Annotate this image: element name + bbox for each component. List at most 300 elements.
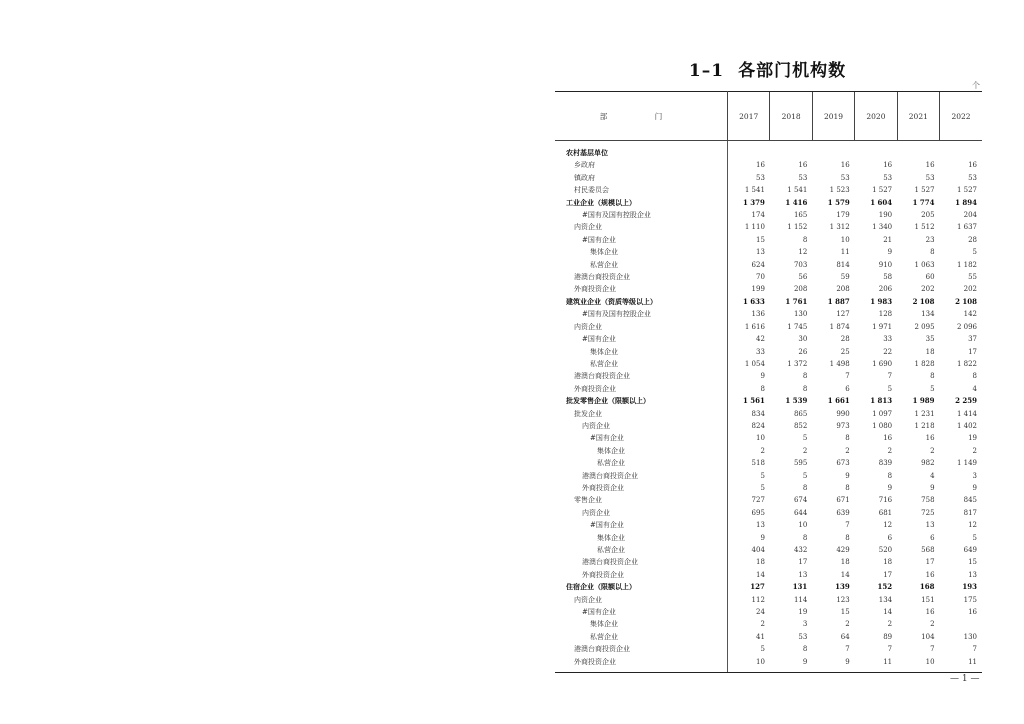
cell-value-2022: 142 (963, 310, 977, 319)
cell-value-2017: 624 (751, 260, 765, 269)
table-row (555, 532, 982, 544)
cell-value-2017: 2 (760, 620, 765, 629)
row-label: #国有企业 (555, 606, 728, 618)
cell-value-2020: 8 (887, 471, 893, 480)
cell-value-2021: 168 (919, 582, 935, 592)
cell-value-2020: 839 (878, 459, 893, 468)
header-dept: 部 门 (555, 92, 728, 141)
cell-value-2022: 204 (963, 211, 977, 220)
cell-value-2022: 130 (963, 632, 977, 641)
cell-value-2019: 1 312 (829, 223, 850, 232)
table-row (555, 333, 982, 345)
row-label: 内资企业 (555, 221, 728, 233)
cell-value-2021: 9 (930, 483, 935, 492)
cell-value-2022: 17 (968, 347, 977, 356)
cell-value-2019: 1 498 (829, 359, 850, 368)
cell-value-2020: 1 690 (872, 359, 893, 368)
row-label: 内资企业 (555, 594, 728, 606)
cell-value-2020: 9 (887, 248, 893, 257)
statistics-table (555, 91, 982, 673)
cell-value-2017: 112 (751, 595, 765, 604)
row-label: 港澳台商投资企业 (555, 271, 728, 283)
cell-value-2020: 5 (887, 384, 893, 393)
cell-value-2018 (770, 141, 812, 160)
cell-value-2018: 16 (798, 161, 808, 170)
cell-value-2017: 53 (755, 173, 765, 182)
cell-value-2018: 865 (793, 409, 808, 418)
table-row (555, 159, 982, 171)
cell-value-2018: 208 (793, 285, 808, 294)
page-title (600, 56, 935, 81)
cell-value-2019: 639 (836, 508, 850, 517)
cell-value-2019: 208 (836, 285, 850, 294)
cell-value-2017: 15 (755, 235, 765, 244)
cell-value-2017: 1 054 (744, 359, 765, 368)
table-row (555, 594, 982, 606)
row-label: #国有企业 (555, 333, 728, 345)
cell-value-2017: 518 (751, 459, 765, 468)
cell-value-2021: 16 (925, 434, 935, 443)
cell-value-2022: 13 (968, 570, 977, 579)
row-label: 村民委员会 (555, 184, 728, 196)
cell-value-2022: 37 (968, 335, 977, 344)
cell-value-2020: 22 (883, 347, 893, 356)
cell-value-2021: 1 231 (914, 409, 935, 418)
cell-value-2018: 1 541 (787, 186, 808, 195)
cell-value-2017: 42 (755, 335, 765, 344)
cell-value-2021: 1 063 (914, 260, 935, 269)
cell-value-2022: 817 (963, 508, 977, 517)
cell-value-2020: 18 (883, 558, 893, 567)
cell-value-2022: 55 (968, 273, 977, 282)
table-row (555, 420, 982, 432)
cell-value-2021: 2 (930, 446, 935, 455)
cell-value-2019: 1 523 (829, 186, 850, 195)
table-row (555, 234, 982, 246)
cell-value-2018: 644 (793, 508, 808, 517)
header-year: 2022 (940, 92, 982, 141)
cell-value-2018: 131 (792, 582, 808, 592)
cell-value-2018: 12 (798, 248, 808, 257)
cell-value-2018: 26 (798, 347, 808, 356)
cell-value-2021: 6 (930, 533, 935, 542)
cell-value-2018: 3 (802, 620, 808, 629)
table-row (555, 519, 982, 531)
cell-value-2022: 16 (968, 608, 977, 617)
cell-value-2020: 1 813 (870, 396, 893, 406)
cell-value-2021: 5 (930, 384, 935, 393)
cell-value-2017: 41 (755, 632, 765, 641)
cell-value-2021: 7 (930, 645, 935, 654)
cell-value-2021: 982 (921, 459, 935, 468)
table-row (555, 358, 982, 370)
cell-value-2022: 4 (972, 384, 977, 393)
cell-value-2017: 1 616 (744, 322, 765, 331)
cell-value-2022: 1 527 (956, 186, 977, 195)
cell-value-2022: 649 (963, 546, 977, 554)
row-label: #国有企业 (555, 432, 728, 444)
row-label: 港澳台商投资企业 (555, 643, 728, 655)
cell-value-2020: 152 (877, 582, 893, 592)
cell-value-2022: 1 182 (956, 260, 977, 269)
table-row (555, 507, 982, 519)
cell-value-2019: 64 (840, 632, 850, 641)
cell-value-2022: 53 (968, 173, 977, 182)
cell-value-2021: 1 512 (914, 223, 935, 232)
table-row (555, 395, 982, 407)
table-row (555, 618, 982, 630)
cell-value-2022: 175 (963, 595, 977, 604)
cell-value-2017: 5 (760, 471, 765, 480)
cell-value-2017: 9 (760, 533, 765, 542)
cell-value-2019: 429 (836, 546, 850, 554)
row-label: 外商投资企业 (555, 656, 728, 673)
table-row (555, 346, 982, 358)
row-label: 内资企业 (555, 507, 728, 519)
cell-value-2020: 33 (883, 335, 893, 344)
cell-value-2019: 990 (836, 409, 850, 418)
table-row (555, 556, 982, 568)
cell-value-2017: 14 (755, 570, 765, 579)
cell-value-2017: 5 (760, 645, 765, 654)
cell-value-2022: 9 (972, 483, 977, 492)
header-year: 2021 (897, 92, 939, 141)
row-label: 内资企业 (555, 321, 728, 333)
cell-value-2019: 673 (836, 459, 850, 468)
cell-value-2018: 53 (798, 173, 808, 182)
cell-value-2022 (940, 141, 982, 160)
cell-value-2021: 1 828 (914, 359, 935, 368)
row-label: #国有及国有控股企业 (555, 308, 728, 320)
cell-value-2021: 568 (921, 546, 935, 554)
table-row (555, 482, 982, 494)
cell-value-2018: 130 (793, 310, 808, 319)
cell-value-2021: 4 (930, 471, 935, 480)
cell-value-2022: 193 (962, 582, 977, 592)
statistics-table-container (555, 91, 982, 673)
cell-value-2021: 23 (925, 235, 935, 244)
table-row (555, 569, 982, 581)
cell-value-2017: 174 (751, 211, 765, 220)
cell-value-2019: 9 (845, 471, 850, 480)
cell-value-2022: 11 (940, 656, 982, 673)
cell-value-2020: 1 604 (870, 197, 893, 207)
table-row (555, 221, 982, 233)
cell-value-2018: 8 (802, 384, 808, 393)
cell-value-2019: 1 579 (827, 197, 850, 207)
cell-value-2018: 8 (802, 372, 808, 381)
cell-value-2018: 1 372 (787, 359, 808, 368)
cell-value-2018: 432 (793, 546, 808, 554)
row-label: 私营企业 (555, 457, 728, 469)
cell-value-2021: 18 (925, 347, 935, 356)
cell-value-2017: 13 (755, 248, 765, 257)
cell-value-2021: 2 095 (914, 322, 935, 331)
cell-value-2018: 5 (802, 471, 808, 480)
cell-value-2022: 2 096 (956, 322, 977, 331)
table-row (555, 271, 982, 283)
cell-value-2017: 136 (751, 310, 765, 319)
row-label: 零售企业 (555, 494, 728, 506)
cell-value-2022: 845 (963, 496, 977, 505)
cell-value-2017: 10 (755, 434, 765, 443)
row-label: 集体企业 (555, 618, 728, 630)
cell-value-2022: 2 259 (955, 396, 977, 406)
cell-value-2020: 58 (883, 273, 893, 282)
table-row (555, 296, 982, 308)
header-year: 2017 (728, 92, 770, 141)
cell-value-2020: 1 097 (872, 409, 893, 418)
cell-value-2017: 824 (751, 421, 765, 430)
cell-value-2021: 2 (930, 620, 935, 629)
cell-value-2020 (855, 141, 897, 160)
table-number: 1–1 (688, 61, 725, 81)
cell-value-2017: 404 (751, 546, 765, 554)
cell-value-2020: 16 (883, 434, 893, 443)
cell-value-2017: 727 (751, 496, 765, 505)
row-label: 集体企业 (555, 246, 728, 258)
cell-value-2019: 7 (845, 521, 850, 530)
table-row (555, 259, 982, 271)
cell-value-2018: 1 152 (787, 223, 808, 232)
cell-value-2018: 17 (798, 558, 808, 567)
cell-value-2019: 59 (840, 273, 850, 282)
cell-value-2018: 1 416 (785, 197, 808, 207)
cell-value-2018: 114 (793, 595, 808, 604)
cell-value-2020: 17 (883, 570, 893, 579)
cell-value-2021: 202 (921, 285, 935, 294)
row-label: 外商投资企业 (555, 482, 728, 494)
cell-value-2021: 1 989 (912, 396, 935, 406)
cell-value-2020: 134 (878, 595, 893, 604)
cell-value-2020: 128 (878, 310, 893, 319)
cell-value-2022: 1 149 (956, 459, 977, 468)
cell-value-2019: 1 661 (827, 396, 850, 406)
row-label: 镇政府 (555, 172, 728, 184)
cell-value-2020: 716 (878, 496, 893, 505)
cell-value-2019: 814 (836, 260, 850, 269)
cell-value-2020: 6 (887, 533, 893, 542)
row-label: 乡政府 (555, 159, 728, 171)
cell-value-2022: 2 (972, 446, 977, 455)
cell-value-2022: 5 (972, 248, 977, 257)
cell-value-2021: 1 218 (914, 421, 935, 430)
cell-value-2018: 13 (798, 570, 808, 579)
cell-value-2019: 7 (845, 372, 850, 381)
table-row (555, 408, 982, 420)
cell-value-2018: 1 539 (785, 396, 808, 406)
table-row (555, 383, 982, 395)
cell-value-2017: 10 (728, 656, 770, 673)
cell-value-2020: 910 (878, 260, 893, 269)
table-row (555, 246, 982, 258)
cell-value-2019: 10 (840, 235, 850, 244)
row-label: 港澳台商投资企业 (555, 470, 728, 482)
cell-value-2019: 139 (835, 582, 850, 592)
cell-value-2019: 671 (836, 496, 850, 505)
row-label: 集体企业 (555, 346, 728, 358)
cell-value-2019: 25 (840, 347, 850, 356)
cell-value-2020: 2 (887, 620, 893, 629)
cell-value-2021: 17 (925, 558, 935, 567)
cell-value-2020: 7 (887, 372, 893, 381)
cell-value-2019: 18 (840, 558, 850, 567)
cell-value-2018: 8 (802, 533, 808, 542)
row-label: 建筑业企业（资质等级以上） (555, 296, 728, 308)
cell-value-2022: 3 (972, 471, 977, 480)
row-label: #国有及国有控股企业 (555, 209, 728, 221)
table-row (555, 643, 982, 655)
cell-value-2020: 14 (883, 608, 893, 617)
cell-value-2022: 5 (972, 533, 977, 542)
cell-value-2021: 53 (925, 173, 935, 182)
cell-value-2018: 1 761 (785, 296, 808, 306)
table-row (555, 432, 982, 444)
cell-value-2020: 1 971 (872, 322, 893, 331)
table-row (555, 308, 982, 320)
cell-value-2017: 24 (755, 608, 765, 617)
cell-value-2018: 8 (802, 483, 808, 492)
cell-value-2020: 520 (878, 546, 893, 554)
cell-value-2021: 2 108 (912, 296, 935, 306)
cell-value-2020: 11 (855, 656, 897, 673)
cell-value-2018: 1 745 (787, 322, 808, 331)
cell-value-2017: 16 (755, 161, 765, 170)
row-label: 外商投资企业 (555, 569, 728, 581)
table-row (555, 184, 982, 196)
cell-value-2022: 15 (968, 558, 977, 567)
cell-value-2017: 1 561 (742, 396, 765, 406)
cell-value-2017: 70 (755, 273, 765, 282)
cell-value-2019: 7 (845, 645, 850, 654)
page-number: — 1 — (950, 674, 980, 684)
cell-value-2022: 2 108 (955, 296, 977, 306)
cell-value-2018: 56 (798, 273, 808, 282)
cell-value-2020: 53 (883, 173, 893, 182)
header-year: 2020 (855, 92, 897, 141)
cell-value-2021: 16 (925, 161, 935, 170)
cell-value-2020: 7 (887, 645, 893, 654)
cell-value-2021: 8 (930, 372, 935, 381)
cell-value-2019: 8 (845, 533, 850, 542)
cell-value-2018: 703 (793, 260, 808, 269)
table-row (555, 631, 982, 643)
row-label: 农村基层单位 (555, 141, 728, 160)
cell-value-2021: 151 (921, 595, 935, 604)
cell-value-2018: 53 (798, 632, 808, 641)
cell-value-2018: 10 (798, 521, 808, 530)
cell-value-2019: 8 (845, 483, 850, 492)
cell-value-2018: 5 (802, 434, 808, 443)
cell-value-2018: 30 (798, 335, 808, 344)
cell-value-2019: 1 887 (827, 296, 850, 306)
cell-value-2019: 14 (840, 570, 850, 579)
row-label: 集体企业 (555, 445, 728, 457)
table-row (555, 370, 982, 382)
cell-value-2018: 165 (793, 211, 808, 220)
row-label: #国有企业 (555, 519, 728, 531)
table-header (555, 92, 982, 141)
cell-value-2017: 127 (750, 582, 765, 592)
cell-value-2017: 18 (755, 558, 765, 567)
cell-value-2021: 16 (925, 608, 935, 617)
row-label: #国有企业 (555, 234, 728, 246)
cell-value-2020: 681 (878, 508, 893, 517)
cell-value-2021: 16 (925, 570, 935, 579)
table-row (555, 656, 982, 673)
cell-value-2021: 60 (925, 273, 935, 282)
cell-value-2021: 725 (921, 508, 935, 517)
cell-value-2017: 5 (760, 483, 765, 492)
cell-value-2018: 595 (793, 459, 808, 468)
cell-value-2020: 89 (883, 632, 893, 641)
table-row (555, 470, 982, 482)
cell-value-2020: 1 527 (872, 186, 893, 195)
row-label: 港澳台商投资企业 (555, 556, 728, 568)
header-year: 2019 (812, 92, 854, 141)
cell-value-2022: 1 822 (956, 359, 977, 368)
cell-value-2018: 852 (793, 421, 808, 430)
cell-value-2021: 13 (925, 521, 935, 530)
cell-value-2022: 8 (972, 372, 977, 381)
cell-value-2021: 1 527 (914, 186, 935, 195)
table-row (555, 544, 982, 556)
cell-value-2022: 1 414 (956, 409, 977, 418)
cell-value-2021: 104 (921, 632, 935, 641)
cell-value-2017: 695 (751, 508, 765, 517)
header-year: 2018 (770, 92, 812, 141)
cell-value-2019: 9 (812, 656, 854, 673)
table-row (555, 172, 982, 184)
table-row (555, 197, 982, 209)
cell-value-2020: 206 (878, 285, 893, 294)
cell-value-2017: 9 (760, 372, 765, 381)
cell-value-2022: 12 (968, 521, 977, 530)
cell-value-2022: 19 (968, 434, 977, 443)
table-title-text: 各部门机构数 (738, 61, 847, 81)
cell-value-2021 (897, 141, 939, 160)
table-row (555, 445, 982, 457)
cell-value-2020: 21 (883, 235, 893, 244)
cell-value-2017: 1 379 (742, 197, 765, 207)
cell-value-2021: 205 (921, 211, 935, 220)
unit-label: 个 (972, 81, 980, 90)
row-label: 私营企业 (555, 631, 728, 643)
cell-value-2019: 2 (845, 446, 850, 455)
cell-value-2019: 28 (840, 335, 850, 344)
cell-value-2020: 1 340 (872, 223, 893, 232)
cell-value-2019: 973 (836, 421, 850, 430)
table-body (555, 141, 982, 673)
cell-value-2018: 9 (770, 656, 812, 673)
cell-value-2022: 1 637 (956, 223, 977, 232)
table-row (555, 283, 982, 295)
row-label: 私营企业 (555, 358, 728, 370)
cell-value-2019: 6 (845, 384, 850, 393)
row-label: 外商投资企业 (555, 383, 728, 395)
cell-value-2019: 179 (836, 211, 850, 220)
row-label: 住宿企业（限额以上） (555, 581, 728, 593)
row-label: 港澳台商投资企业 (555, 370, 728, 382)
cell-value-2021: 10 (897, 656, 939, 673)
table-row (555, 321, 982, 333)
table-row (555, 581, 982, 593)
cell-value-2017: 1 541 (744, 186, 765, 195)
cell-value-2020: 190 (878, 211, 893, 220)
cell-value-2021: 758 (921, 496, 935, 505)
cell-value-2017: 33 (755, 347, 765, 356)
cell-value-2019 (812, 141, 854, 160)
